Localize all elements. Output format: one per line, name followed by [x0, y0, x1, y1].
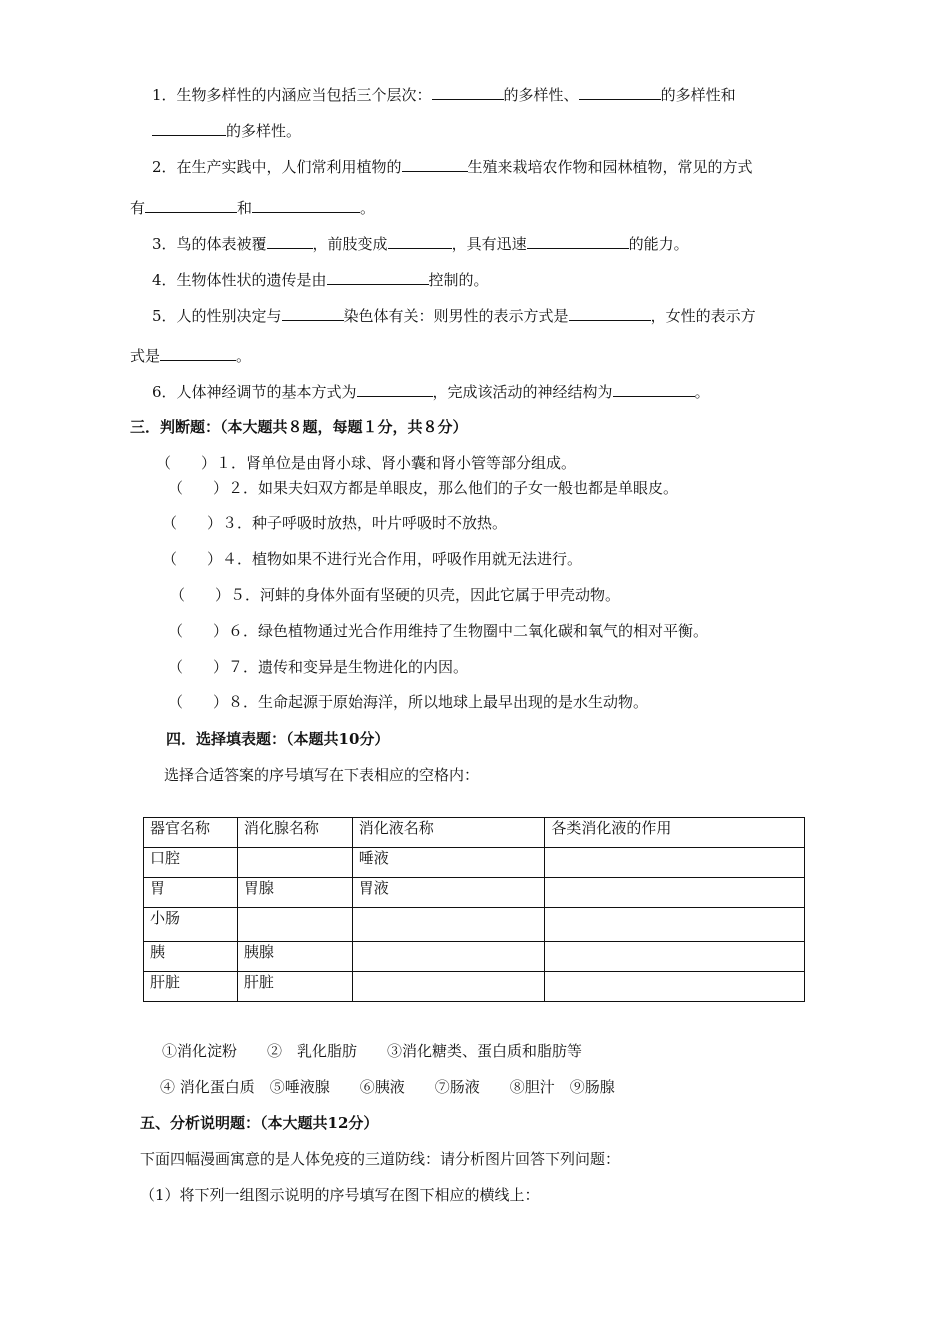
question-2-line-1: 2．在生产实践中，人们常利用植物的 生殖来栽培农作物和园林植物，常见的方式 — [152, 155, 753, 177]
judge-item-5[interactable]: （ ）５．河蚌的身体外面有坚硬的贝壳，因此它属于甲壳动物。 — [170, 586, 621, 604]
blank[interactable] — [402, 155, 468, 172]
table-cell: 肝脏 — [237, 972, 352, 1002]
table-row — [144, 942, 805, 972]
blank[interactable] — [388, 232, 452, 249]
analysis-heading: 五、分析说明题：（本大题共12分） — [140, 1114, 379, 1132]
table-header-cell: 消化腺名称 — [237, 818, 352, 848]
question-5-line-2: 式是 。 — [130, 344, 251, 366]
blank[interactable] — [432, 83, 504, 100]
table-cell: 胰 — [144, 942, 238, 972]
judge-item-2[interactable]: （ ）２．如果夫妇双方都是单眼皮，那么他们的子女一般也都是单眼皮。 — [168, 479, 679, 497]
table-cell[interactable] — [545, 908, 805, 942]
digestion-table — [143, 817, 805, 1002]
question-2-line-2: 有 和 。 — [130, 196, 375, 218]
question-5-line-1: 5．人的性别决定与 染色体有关：则男性的表示方式是 ，女性的表示方 — [152, 304, 756, 326]
table-cell[interactable] — [352, 942, 545, 972]
question-3: 3．鸟的体表被覆 ，前肢变成 ，具有迅速 的能力。 — [152, 232, 689, 254]
judge-item-4[interactable]: （ ）４．植物如果不进行光合作用，呼吸作用就无法进行。 — [162, 550, 583, 568]
judge-item-6[interactable]: （ ）６．绿色植物通过光合作用维持了生物圈中二氧化碳和氧气的相对平衡。 — [168, 622, 709, 640]
table-cell: 肝脏 — [144, 972, 238, 1002]
table-cell[interactable] — [352, 972, 545, 1002]
question-4: 4．生物体性状的遗传是由 控制的。 — [152, 268, 489, 290]
analysis-intro: 下面四幅漫画寓意的是人体免疫的三道防线：请分析图片回答下列问题： — [140, 1150, 621, 1168]
blank[interactable] — [527, 232, 629, 249]
table-cell[interactable] — [545, 942, 805, 972]
table-row — [144, 908, 805, 942]
choice-heading: 四．选择填表题：（本题共10分） — [166, 730, 390, 748]
blank[interactable] — [579, 83, 661, 100]
blank[interactable] — [152, 119, 226, 136]
choice-instruction: 选择合适答案的序号填写在下表相应的空格内： — [164, 766, 480, 784]
table-row — [144, 972, 805, 1002]
table-cell: 唾液 — [352, 848, 545, 878]
blank[interactable] — [267, 232, 313, 249]
table-row — [144, 848, 805, 878]
choice-options-line-1: ①消化淀粉 ② 乳化脂肪 ③消化糖类、蛋白质和脂肪等 — [162, 1042, 583, 1060]
blank[interactable] — [327, 268, 429, 285]
table-row — [144, 878, 805, 908]
blank[interactable] — [252, 196, 360, 213]
table-cell: 胃腺 — [237, 878, 352, 908]
table-cell: 胰腺 — [237, 942, 352, 972]
judge-item-1[interactable]: （ ）１．肾单位是由肾小球、肾小囊和肾小管等部分组成。 — [156, 454, 577, 472]
table-cell: 口腔 — [144, 848, 238, 878]
blank[interactable] — [160, 344, 236, 361]
table-cell[interactable] — [545, 878, 805, 908]
judge-item-3[interactable]: （ ）３．种子呼吸时放热，叶片呼吸时不放热。 — [162, 514, 508, 532]
table-cell: 小肠 — [144, 908, 238, 942]
analysis-question-1: （1）将下列一组图示说明的序号填写在图下相应的横线上： — [140, 1186, 540, 1204]
judge-heading: 三．判断题：（本大题共８题，每题１分，共８分） — [130, 418, 468, 436]
table-header-cell: 器官名称 — [144, 818, 238, 848]
judge-item-7[interactable]: （ ）７．遗传和变异是生物进化的内因。 — [168, 658, 469, 676]
blank[interactable] — [569, 304, 651, 321]
table-header-row — [144, 818, 805, 848]
blank[interactable] — [613, 380, 695, 397]
blank[interactable] — [357, 380, 433, 397]
table-cell[interactable] — [545, 848, 805, 878]
judge-item-8[interactable]: （ ）８．生命起源于原始海洋，所以地球上最早出现的是水生动物。 — [168, 693, 649, 711]
blank[interactable] — [282, 304, 344, 321]
table-cell: 胃液 — [352, 878, 545, 908]
table-cell: 胃 — [144, 878, 238, 908]
table-cell[interactable] — [545, 972, 805, 1002]
question-6: 6．人体神经调节的基本方式为 ，完成该活动的神经结构为 。 — [152, 380, 710, 402]
table-cell[interactable] — [237, 908, 352, 942]
blank[interactable] — [145, 196, 237, 213]
table-cell[interactable] — [237, 848, 352, 878]
table-header-cell: 消化液名称 — [352, 818, 545, 848]
question-1-line-1: 1．生物多样性的内涵应当包括三个层次： 的多样性、 的多样性和 — [152, 83, 736, 105]
question-1-line-2: 的多样性。 — [152, 119, 301, 141]
choice-options-line-2: ④ 消化蛋白质 ⑤唾液腺 ⑥胰液 ⑦肠液 ⑧胆汁 ⑨肠腺 — [160, 1078, 615, 1096]
table-cell[interactable] — [352, 908, 545, 942]
table-header-cell: 各类消化液的作用 — [545, 818, 805, 848]
